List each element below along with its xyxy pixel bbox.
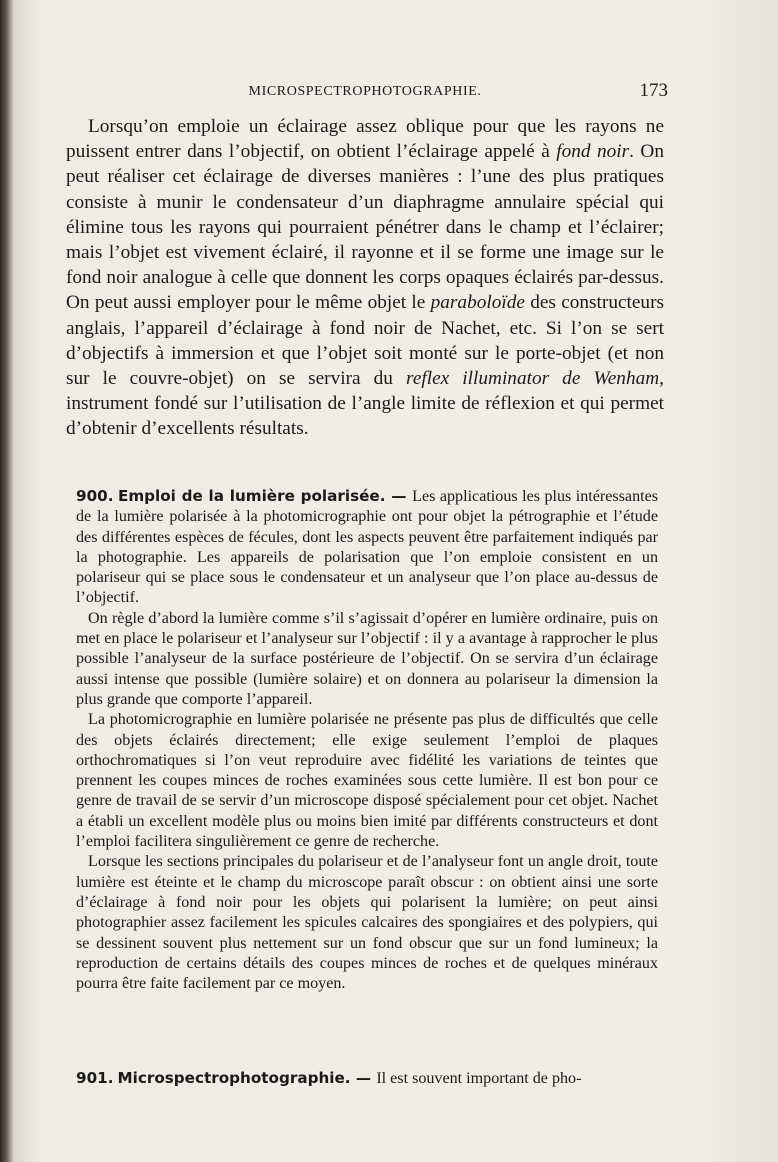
intro-italic-paraboloide: paraboloïde <box>430 292 525 314</box>
intro-paragraph <box>66 114 664 442</box>
page-number: 173 <box>639 80 668 101</box>
section-900-number: 900. <box>76 487 114 505</box>
page-header <box>62 80 668 106</box>
section-901 <box>76 1068 658 1089</box>
section-901-dash: — <box>350 1069 377 1087</box>
section-900-title: Emploi de la lumière polarisée. <box>117 487 386 505</box>
running-head: MICROSPECTROPHOTOGRAPHIE. <box>248 84 482 99</box>
intro-text-4: , instrument fondé sur l’utilisation de l’angle limite de réflexion et qui permet d’obtenir d’excellents résultats. <box>66 368 664 440</box>
intro-text-1: Lorsqu’on emploie un éclairage assez oblique pour que les rayons ne puissent entrer dans l’objectif, on obtient l’éclairage appelé à <box>66 116 664 163</box>
section-900-paragraph-1: On règle d’abord la lumière comme s’il s’agissait d’opérer en lumière ordinaire, puis on met en place le polariseur et l’analyseur sur l’objectif : il y a avantage à rapprocher le plus possible l’analyseur de la surface postérieure de l’objectif. On se servira d’un éclairage aussi intense que possible (lumière solaire) et on donnera au polariseur la dimension la plus grande que comporte l’appareil. <box>76 609 658 708</box>
section-901-lead-text: Il est souvent important de pho- <box>376 1070 582 1087</box>
intro-italic-reflex-illuminator: reflex illuminator de Wenham <box>406 368 660 390</box>
intro-italic-fond-noir: fond noir <box>556 141 630 163</box>
section-901-lead-paragraph <box>76 1068 658 1089</box>
section-900-lead-text: Les applicatious les plus intéressantes de la lumière polarisée à la photomicrographie ont pour objet la pétrographie et l’étude des différentes espèces de fécules, dont les aspects peuvent être parfaitement indiqués par la photographie. Les appareils de polarisation que l’on emploie consistent en un polariseur qui se place sous le condensateur et un analyseur que l’on place au-dessus de l’objectif. <box>76 488 658 607</box>
intro-text-2: . On peut réaliser cet éclairage de diverses manières : l’une des plus pratiques consiste à munir le condensateur d’un diaphragme annulaire spécial qui élimine tous les rayons qui pourraient pénétrer dans le champ et l’éclairer; mais l’objet est vivement éclairé, il rayonne et il se forme une image sur le fond noir analogue à celle que donnent les corps opaques éclairés par-dessus. On peut aussi employer pour le même objet le <box>66 141 664 314</box>
section-901-title: Microspectrophotographie. <box>117 1069 351 1087</box>
section-900-lead-paragraph <box>76 486 658 609</box>
section-900 <box>76 486 658 994</box>
section-901-number: 901. <box>76 1069 114 1087</box>
section-900-paragraph-3: Lorsque les sections principales du polariseur et de l’analyseur font un angle droit, toute lumière est éteinte et le champ du microscope paraît obscur : on obtient ainsi une sorte d’éclairage à fond noir pour les objets qui polarisent la lumière; on peut ainsi photographier assez facilement les spicules calcaires des spongiaires et des polypiers, qui se dessinent souvent plus nettement sur un fond obscur que sur un fond lumineux; la reproduction de certains détails des coupes minces de roches et de quelques minéraux pourra être faite facilement par ce moyen. <box>76 853 658 993</box>
intro-paragraph-block <box>66 114 664 442</box>
section-900-dash: — <box>385 487 413 505</box>
intro-text-3: des constructeurs anglais, l’appareil d’éclairage à fond noir de Nachet, etc. Si l’on se sert d’objectifs à immersion et que l’objet soit monté sur le porte-objet (et non sur le couvre-objet) on se servira du <box>66 292 664 390</box>
section-900-paragraph-2: La photomicrographie en lumière polarisée ne présente pas plus de difficultés que celle des objets éclairés directement; elle exige seulement l’emploi de plaques orthochromatiques si l’on veut reproduire avec fidélité les variations de teintes que prennent les coupes minces de roches examinées sous cette lumière. Il est bon pour ce genre de travail de se servir d’un microscope disposé spécialement pour cet objet. Nachet a établi un excellent modèle plus ou moins bien imité par différents constructeurs et dont l’emploi facilitera singulièrement ce genre de recherche. <box>76 711 658 851</box>
